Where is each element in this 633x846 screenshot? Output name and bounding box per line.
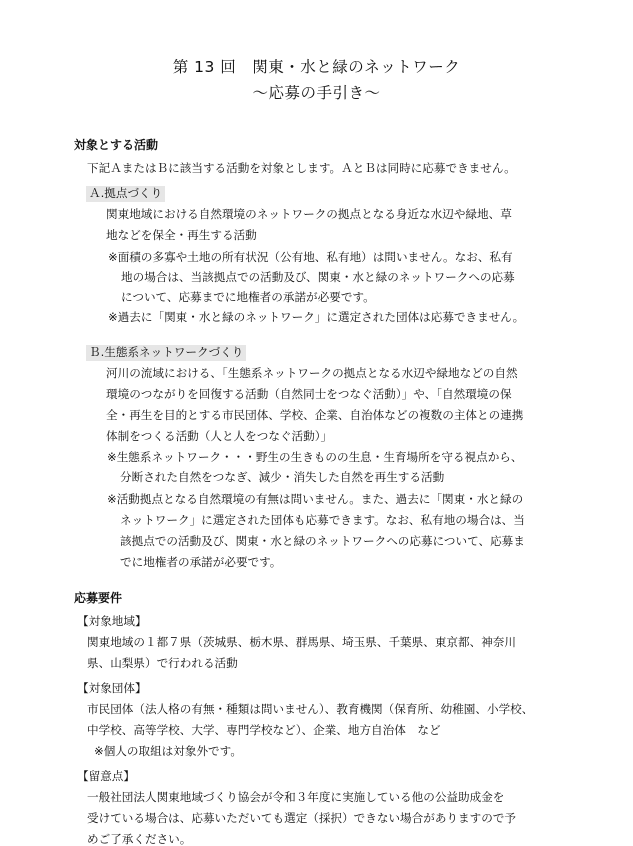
a-text-line: 地などを保全・再生する活動 xyxy=(106,228,257,242)
groups-note: ※個人の取組は対象外です。 xyxy=(94,744,242,758)
b-text-line: 環境のつながりを回復する活動（自然同士をつなぐ活動）」や、「自然環境の保 xyxy=(106,387,512,401)
document-subtitle: 〜応募の手引き〜 xyxy=(252,84,381,102)
subheading-b: Ｂ.生態系ネットワークづくり xyxy=(86,345,246,361)
caution-line: 一般社団法人関東地域づくり協会が令和３年度に実施している他の公益助成金を xyxy=(87,790,505,804)
groups-label: 【対象団体】 xyxy=(77,681,147,695)
target-intro: 下記ＡまたはＢに該当する活動を対象とします。ＡとＢは同時に応募できません。 xyxy=(87,161,516,175)
b-note2-line: 該拠点での活動及び、関東・水と緑のネットワークへの応募について、応募ま xyxy=(120,534,525,548)
a-note1-line: 地の場合は、当該拠点での活動及び、関東・水と緑のネットワークへの応募 xyxy=(121,270,515,284)
b-note1-line: ※生態系ネットワーク・・・野生の生きものの生息・生育場所を守る視点から、 xyxy=(107,450,523,464)
b-note2-line: ネットワーク」に選定された団体も応募できます。なお、私有地の場合は、当 xyxy=(120,513,525,527)
a-note1-line: について、応募までに地権者の承諾が必要です。 xyxy=(121,290,375,304)
a-text-line: 関東地域における自然環境のネットワークの拠点となる身近な水辺や緑地、草 xyxy=(106,207,512,221)
section-heading-target-activities: 対象とする活動 xyxy=(74,138,159,152)
area-line: 県、山梨県）で行われる活動 xyxy=(87,656,238,670)
b-text-line: 体制をつくる活動（人と人をつなぐ活動）」 xyxy=(106,429,333,443)
caution-label: 【留意点】 xyxy=(77,769,135,783)
b-text-line: 全・再生を目的とする市民団体、学校、企業、自治体などの複数の主体との連携 xyxy=(106,408,524,422)
subheading-a: Ａ.拠点づくり xyxy=(86,186,165,202)
groups-line: 中学校、高等学校、大学、専門学校など）、企業、地方自治体 など xyxy=(87,723,441,737)
a-note2: ※過去に「関東・水と緑のネットワーク」に選定された団体は応募できません。 xyxy=(108,310,525,324)
groups-line: 市民団体（法人格の有無・種類は問いません）、教育機関（保育所、幼稚園、小学校、 xyxy=(87,702,534,716)
document-title: 第 13 回 関東・水と緑のネットワーク xyxy=(172,58,461,76)
b-note2-line: ※活動拠点となる自然環境の有無は問いません。また、過去に「関東・水と緑の xyxy=(107,492,524,506)
b-note2-line: でに地権者の承諾が必要です。 xyxy=(120,555,282,569)
caution-line: めご了承ください。 xyxy=(87,832,192,846)
b-text-line: 河川の流域における、「生態系ネットワークの拠点となる水辺や緑地などの自然 xyxy=(106,366,518,380)
b-note1-line: 分断された自然をつなぎ、減少・消失した自然を再生する活動 xyxy=(120,470,445,484)
section-heading-requirements: 応募要件 xyxy=(74,591,123,605)
area-label: 【対象地域】 xyxy=(77,614,147,628)
area-line: 関東地域の１都７県（茨城県、栃木県、群馬県、埼玉県、千葉県、東京都、神奈川 xyxy=(87,635,516,649)
a-note1-line: ※面積の多寡や土地の所有状況（公有地、私有地）は問いません。なお、私有 xyxy=(108,250,513,264)
caution-line: 受けている場合は、応募いただいても選定（採択）できない場合がありますので予 xyxy=(87,811,516,825)
